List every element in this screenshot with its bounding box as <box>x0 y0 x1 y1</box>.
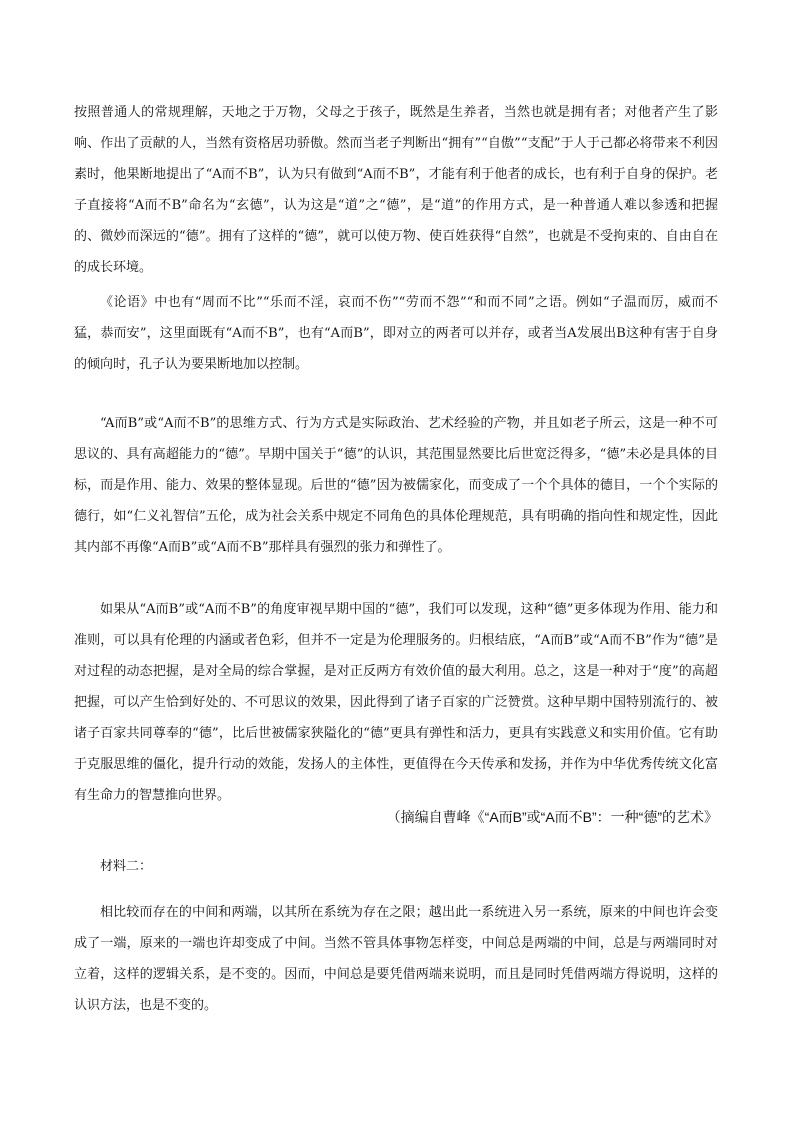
material-label: 材料二： <box>100 859 153 874</box>
body-paragraph: “A而B”或“A而不B”的思维方式、行为方式是实际政治、艺术经验的产物，并且如老子所云，这是一种不可思议的、具有高超能力的“德”。早期中国关于“德”的认识，其范围显然要比后世宽泛得多，“德”未必是具体的目标，而是作用、能力、效果的整体显现。后世的“德”因为被儒家化，而变成了一个个具体的德目，一个个实际的德行，如“仁义礼智信”五伦，成为社会关系中规定不同角色的具体伦理规范，具有明确的指向性和规定性，因此其内部不再像“A而B”或“A而不B”那样具有强烈的张力和弹性了。 <box>74 416 718 555</box>
material-paragraph: 相比较而存在的中间和两端，以其所在系统为存在之限；越出此一系统进入另一系统，原来的中间也许会变成了一端，原来的一端也许却变成了中间。当然不管具体事物怎样变，中间总是两端的中间，总是与两端同时对立着，这样的逻辑关系，是不变的。因而，中间总是要凭借两端来说明，而且是同时凭借两端方得说明，这样的认识方法，也是不变的。 <box>74 905 718 1013</box>
source-citation: （摘编自曹峰《“A而B”或“A而不B”：一种“德”的艺术》 <box>386 809 718 825</box>
body-paragraph: 《论语》中也有“周而不比”“乐而不淫，哀而不伤”“劳而不怨”“和而不同”之语。例如“子温而厉，威而不猛，恭而安”，这里面既有“A而不B”，也有“A而B”，即对立的两者可以并存，或者当A发展出B这种有害于自身的倾向时，孔子认为要果断地加以控制。 <box>74 295 718 372</box>
body-paragraph: 按照普通人的常规理解，天地之于万物，父母之于孩子，既然是生养者，当然也就是拥有者；对他者产生了影响、作出了贡献的人，当然有资格居功骄傲。然而当老子判断出“拥有”“自傲”“支配”于人于己都必将带来不利因素时，他果断地提出了“A而不B”，认为只有做到“A而不B”，才能有利于他者的成长，也有利于自身的保护。老子直接将“A而不B”命名为“玄德”，认为这是“道”之“德”，是“道”的作用方式，是一种普通人难以参透和把握的、微妙而深远的“德”。拥有了这样的“德”，就可以使万物、使百姓获得“自然”，也就是不受拘束的、自由自在的成长环境。 <box>74 105 718 275</box>
body-paragraph: 如果从“A而B”或“A而不B”的角度审视早期中国的“德”，我们可以发现，这种“德”更多体现为作用、能力和准则，可以具有伦理的内涵或者色彩，但并不一定是为伦理服务的。归根结底，“A而B”或“A而不B”作为“德”是对过程的动态把握，是对全局的综合掌握，是对正反两方有效价值的最大利用。总之，这是一种对于“度”的高超把握，可以产生恰到好处的、不可思议的效果，因此得到了诸子百家的广泛赞赏。这种早期中国特别流行的、被诸子百家共同尊奉的“德”，比后世被儒家狭隘化的“德”更具有弹性和活力，更具有实践意义和实用价值。它有助于克服思维的僵化，提升行动的效能，发扬人的主体性，更值得在今天传承和发扬，并作为中华优秀传统文化富有生命力的智慧推向世界。 <box>74 602 718 803</box>
